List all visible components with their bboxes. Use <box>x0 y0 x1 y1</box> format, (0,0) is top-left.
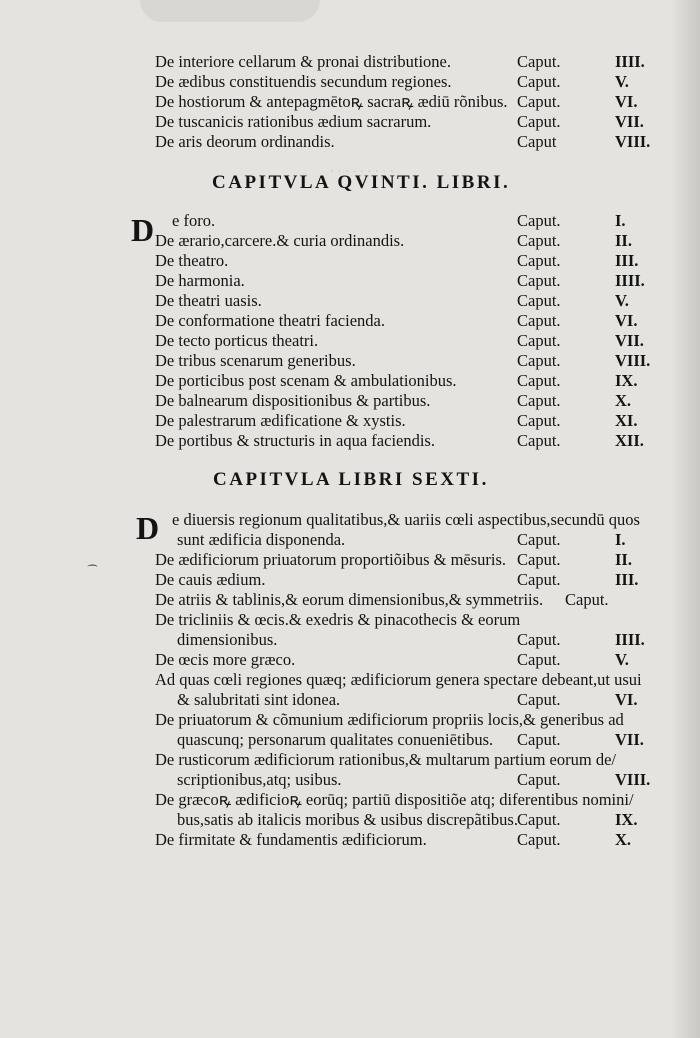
toc-entry: De theatri uasis. Caput. V. <box>155 291 629 310</box>
toc-entry: De theatro. Caput. III. <box>155 251 639 270</box>
toc-entry: De tricliniis & œcis.& exedris & pinacothecis & eorum <box>155 610 521 629</box>
toc-top <box>155 52 651 152</box>
dropcap-sexti: D <box>136 510 160 546</box>
toc-entry: bus,satis ab italicis moribus & usibus discrepãtibus. Caput. IX. <box>177 810 638 829</box>
toc-entry: De priuatorum & cõmunium ædificiorum propriis locis,& generibus ad <box>155 710 624 729</box>
toc-entry: quascunq; personarum qualitates conueniētibus. Caput. VII. <box>177 730 644 749</box>
page-edge-shadow <box>670 0 700 1038</box>
toc-entry: scriptionibus,atq; usibus. Caput. VIII. <box>177 770 651 789</box>
toc-entry: De ædibus constituendis secundum regiones. Caput. V. <box>155 72 629 91</box>
toc-entry: De tecto porticus theatri. Caput. VII. <box>155 331 644 350</box>
toc-entry: De tuscanicis rationibus ædium sacrarum. Caput. VII. <box>155 112 644 131</box>
toc-entry: De græcoꝶ ædificioꝶ eorūq; partiū dispositiõe atq; diferentibus nomini/ <box>155 790 634 809</box>
toc-entry: & salubritati sint idonea. Caput. VI. <box>177 690 638 709</box>
dropcap-quinti: D <box>131 212 155 248</box>
toc-entry: De atriis & tablinis,& eorum dimensionibus,& symmetriis. Caput. <box>155 590 609 609</box>
toc-entry: e foro. Caput. I. <box>172 211 626 230</box>
toc-sexti <box>155 510 651 850</box>
toc-entry: De harmonia. Caput. IIII. <box>155 271 645 290</box>
toc-entry: Ad quas cœli regiones quæq; ædificiorum genera spectare debeant,ut usui <box>155 670 642 689</box>
toc-entry: De hostiorum & antepagmētoꝶ sacraꝶ ædiū rõnibus. Caput. VI. <box>155 92 638 111</box>
toc-entry: De conformatione theatri facienda. Caput. VI. <box>155 311 638 330</box>
toc-entry: De cauis ædium. Caput. III. <box>155 570 639 589</box>
toc-entry: De rusticorum ædificiorum rationibus,& multarum partium eorum de/ <box>155 750 616 769</box>
page-stain <box>140 0 320 22</box>
toc-entry: De balnearum dispositionibus & partibus. Caput. X. <box>155 391 632 410</box>
toc-entry: De tribus scenarum generibus. Caput. VIII. <box>155 351 651 370</box>
section-heading-sexti: CAPITVLA LIBRI SEXTI. <box>213 469 489 490</box>
toc-entry: De palestrarum ædificatione & xystis. Caput. XI. <box>155 411 638 430</box>
toc-entry: De firmitate & fundamentis ædificiorum. Caput. X. <box>155 830 632 849</box>
bleed-through: . . . . . . . . . <box>330 160 394 176</box>
toc-entry: De œcis more græco. Caput. V. <box>155 650 629 669</box>
toc-entry: De interiore cellarum & pronai distributione. Caput. IIII. <box>155 52 645 71</box>
margin-mark: ⁀ <box>88 566 97 578</box>
toc-quinti <box>155 211 651 451</box>
toc-entry: De ædificiorum priuatorum proportiõibus & mēsuris. Caput. II. <box>155 550 632 569</box>
toc-entry: dimensionibus. Caput. IIII. <box>177 630 645 649</box>
toc-entry: De porticibus post scenam & ambulationibus. Caput. IX. <box>155 371 638 390</box>
toc-entry: De aris deorum ordinandis. Caput VIII. <box>155 132 651 151</box>
toc-entry: De ærario,carcere.& curia ordinandis. Caput. II. <box>155 231 632 250</box>
toc-entry: sunt ædificia disponenda. Caput. I. <box>177 530 626 549</box>
section-heading-quinti: CAPITVLA QVINTI. LIBRI. <box>212 172 511 193</box>
toc-entry: De portibus & structuris in aqua faciendis. Caput. XII. <box>155 431 644 450</box>
toc-entry: e diuersis regionum qualitatibus,& uariis cœli aspectibus,secundū quos <box>172 510 640 529</box>
